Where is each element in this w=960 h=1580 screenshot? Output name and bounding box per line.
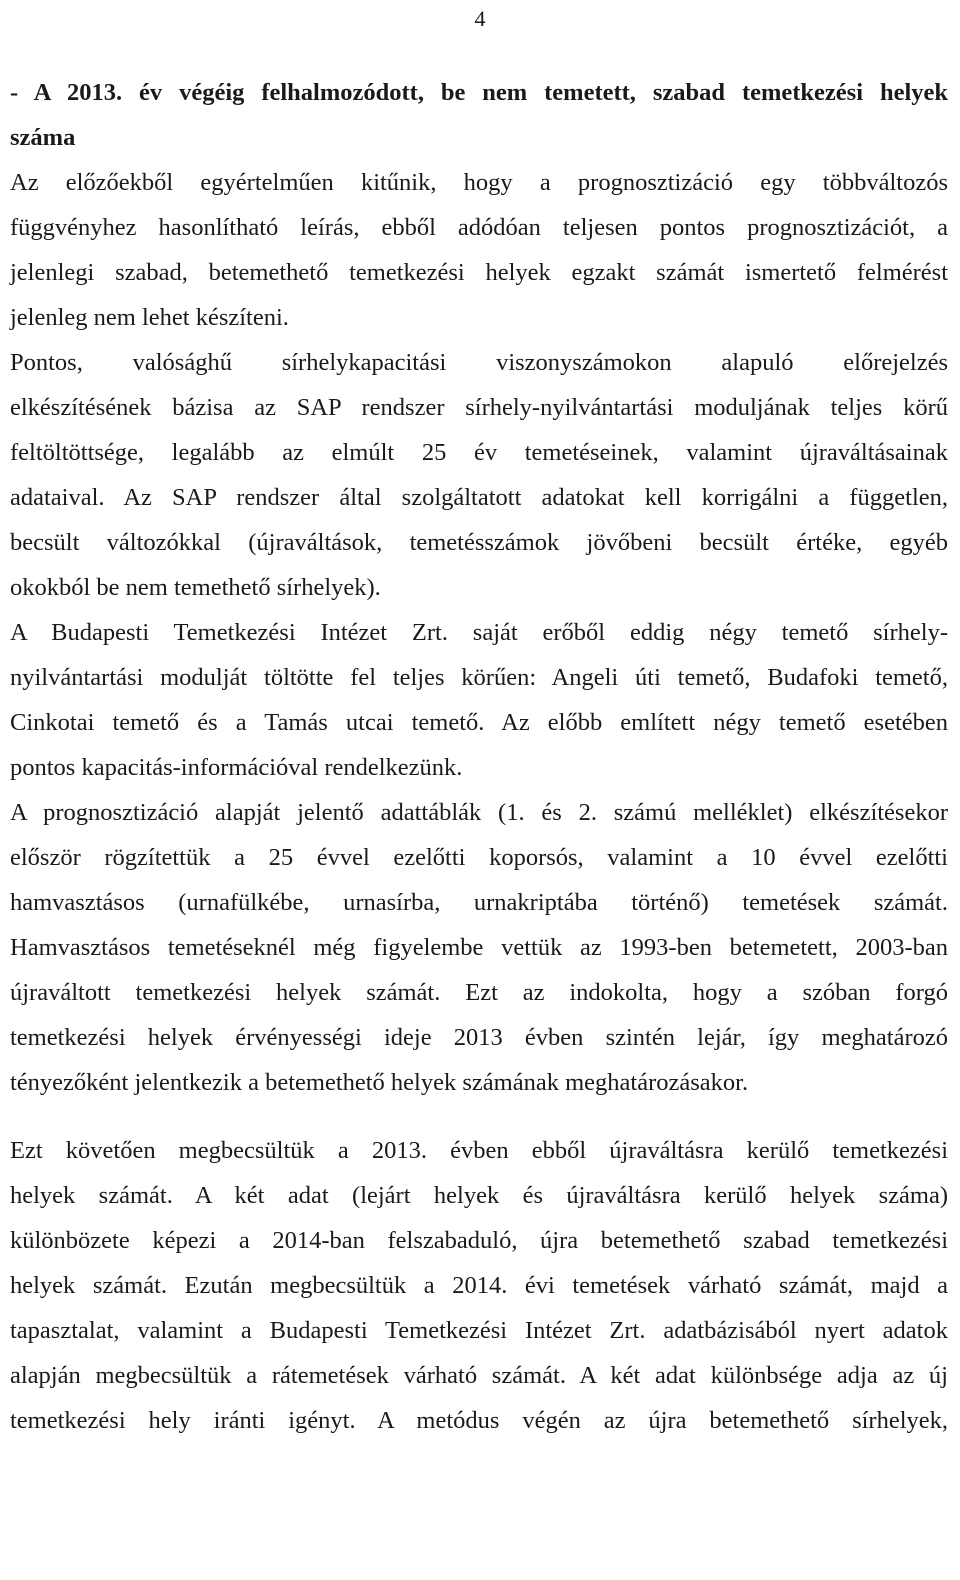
paragraph-spacer [10, 1105, 948, 1128]
text-line: temetkezési helyek érvényességi ideje 2013 évben szintén lejár, így meghatározó [10, 1024, 948, 1051]
heading-line: - A 2013. év végéig felhalmozódott, be nem temetett, szabad temetkezési helyek [10, 79, 948, 106]
text-line: Cinkotai temető és a Tamás utcai temető. Az előbb említett négy temető esetében [10, 709, 948, 736]
text-line: tapasztalat, valamint a Budapesti Temetkezési Intézet Zrt. adatbázisából nyert adatok [10, 1317, 948, 1344]
text-line: függvényhez hasonlítható leírás, ebből adódóan teljesen pontos prognosztizációt, a [10, 214, 948, 241]
heading-line: száma [10, 124, 76, 151]
text-line: okokból be nem temethető sírhelyek). [10, 574, 381, 601]
text-line: először rögzítettük a 25 évvel ezelőtti koporsós, valamint a 10 évvel ezelőtti [10, 844, 948, 871]
text-line: Pontos, valósághű sírhelykapacitási viszonyszámokon alapuló előrejelzés [10, 349, 948, 376]
text-line: nyilvántartási modulját töltötte fel teljes körűen: Angeli úti temető, Budafoki temető, [10, 664, 948, 691]
text-line: becsült változókkal (újraváltások, temetésszámok jövőbeni becsült értéke, egyéb [10, 529, 948, 556]
section-heading [10, 70, 948, 160]
text-line: Hamvasztásos temetéseknél még figyelembe vettük az 1993-ben betemetett, 2003-ban [10, 934, 948, 961]
text-line: feltöltöttsége, legalább az elmúlt 25 év temetéseinek, valamint újraváltásainak [10, 439, 948, 466]
text-line: jelenlegi szabad, betemethető temetkezési helyek egzakt számát ismertető felmérést [10, 259, 948, 286]
text-line: különbözete képezi a 2014-ban felszabaduló, újra betemethető szabad temetkezési [10, 1227, 948, 1254]
text-line: jelenleg nem lehet készíteni. [10, 304, 289, 331]
text-line: hamvasztásos (urnafülkébe, urnasírba, urnakriptába történő) temetések számát. [10, 889, 948, 916]
text-line: Az előzőekből egyértelműen kitűnik, hogy a prognosztizáció egy többváltozós [10, 169, 948, 196]
document-body [10, 70, 948, 1443]
text-line: alapján megbecsültük a rátemetések várható számát. A két adat különbsége adja az új [10, 1362, 948, 1389]
text-line: A prognosztizáció alapját jelentő adattáblák (1. és 2. számú melléklet) elkészítésekor [10, 799, 948, 826]
text-line: adataival. Az SAP rendszer által szolgáltatott adatokat kell korrigálni a független, [10, 484, 948, 511]
text-line: elkészítésének bázisa az SAP rendszer sírhely-nyilvántartási moduljának teljes körű [10, 394, 948, 421]
text-line: tényezőként jelentkezik a betemethető helyek számának meghatározásakor. [10, 1069, 749, 1096]
paragraph [10, 610, 948, 790]
paragraph [10, 340, 948, 610]
text-line: Ezt követően megbecsültük a 2013. évben ebből újraváltásra kerülő temetkezési [10, 1137, 948, 1164]
text-line: újraváltott temetkezési helyek számát. Ezt az indokolta, hogy a szóban forgó [10, 979, 948, 1006]
text-line: helyek számát. A két adat (lejárt helyek és újraváltásra kerülő helyek száma) [10, 1182, 948, 1209]
text-line: helyek számát. Ezután megbecsültük a 2014. évi temetések várható számát, majd a [10, 1272, 948, 1299]
text-line: A Budapesti Temetkezési Intézet Zrt. saját erőből eddig négy temető sírhely- [10, 619, 948, 646]
paragraph [10, 160, 948, 340]
text-line: pontos kapacitás-információval rendelkezünk. [10, 754, 463, 781]
paragraph [10, 790, 948, 1105]
text-line: temetkezési hely iránti igényt. A metódus végén az újra betemethető sírhelyek, [10, 1407, 948, 1434]
page-number: 4 [474, 6, 486, 31]
paragraph [10, 1128, 948, 1443]
